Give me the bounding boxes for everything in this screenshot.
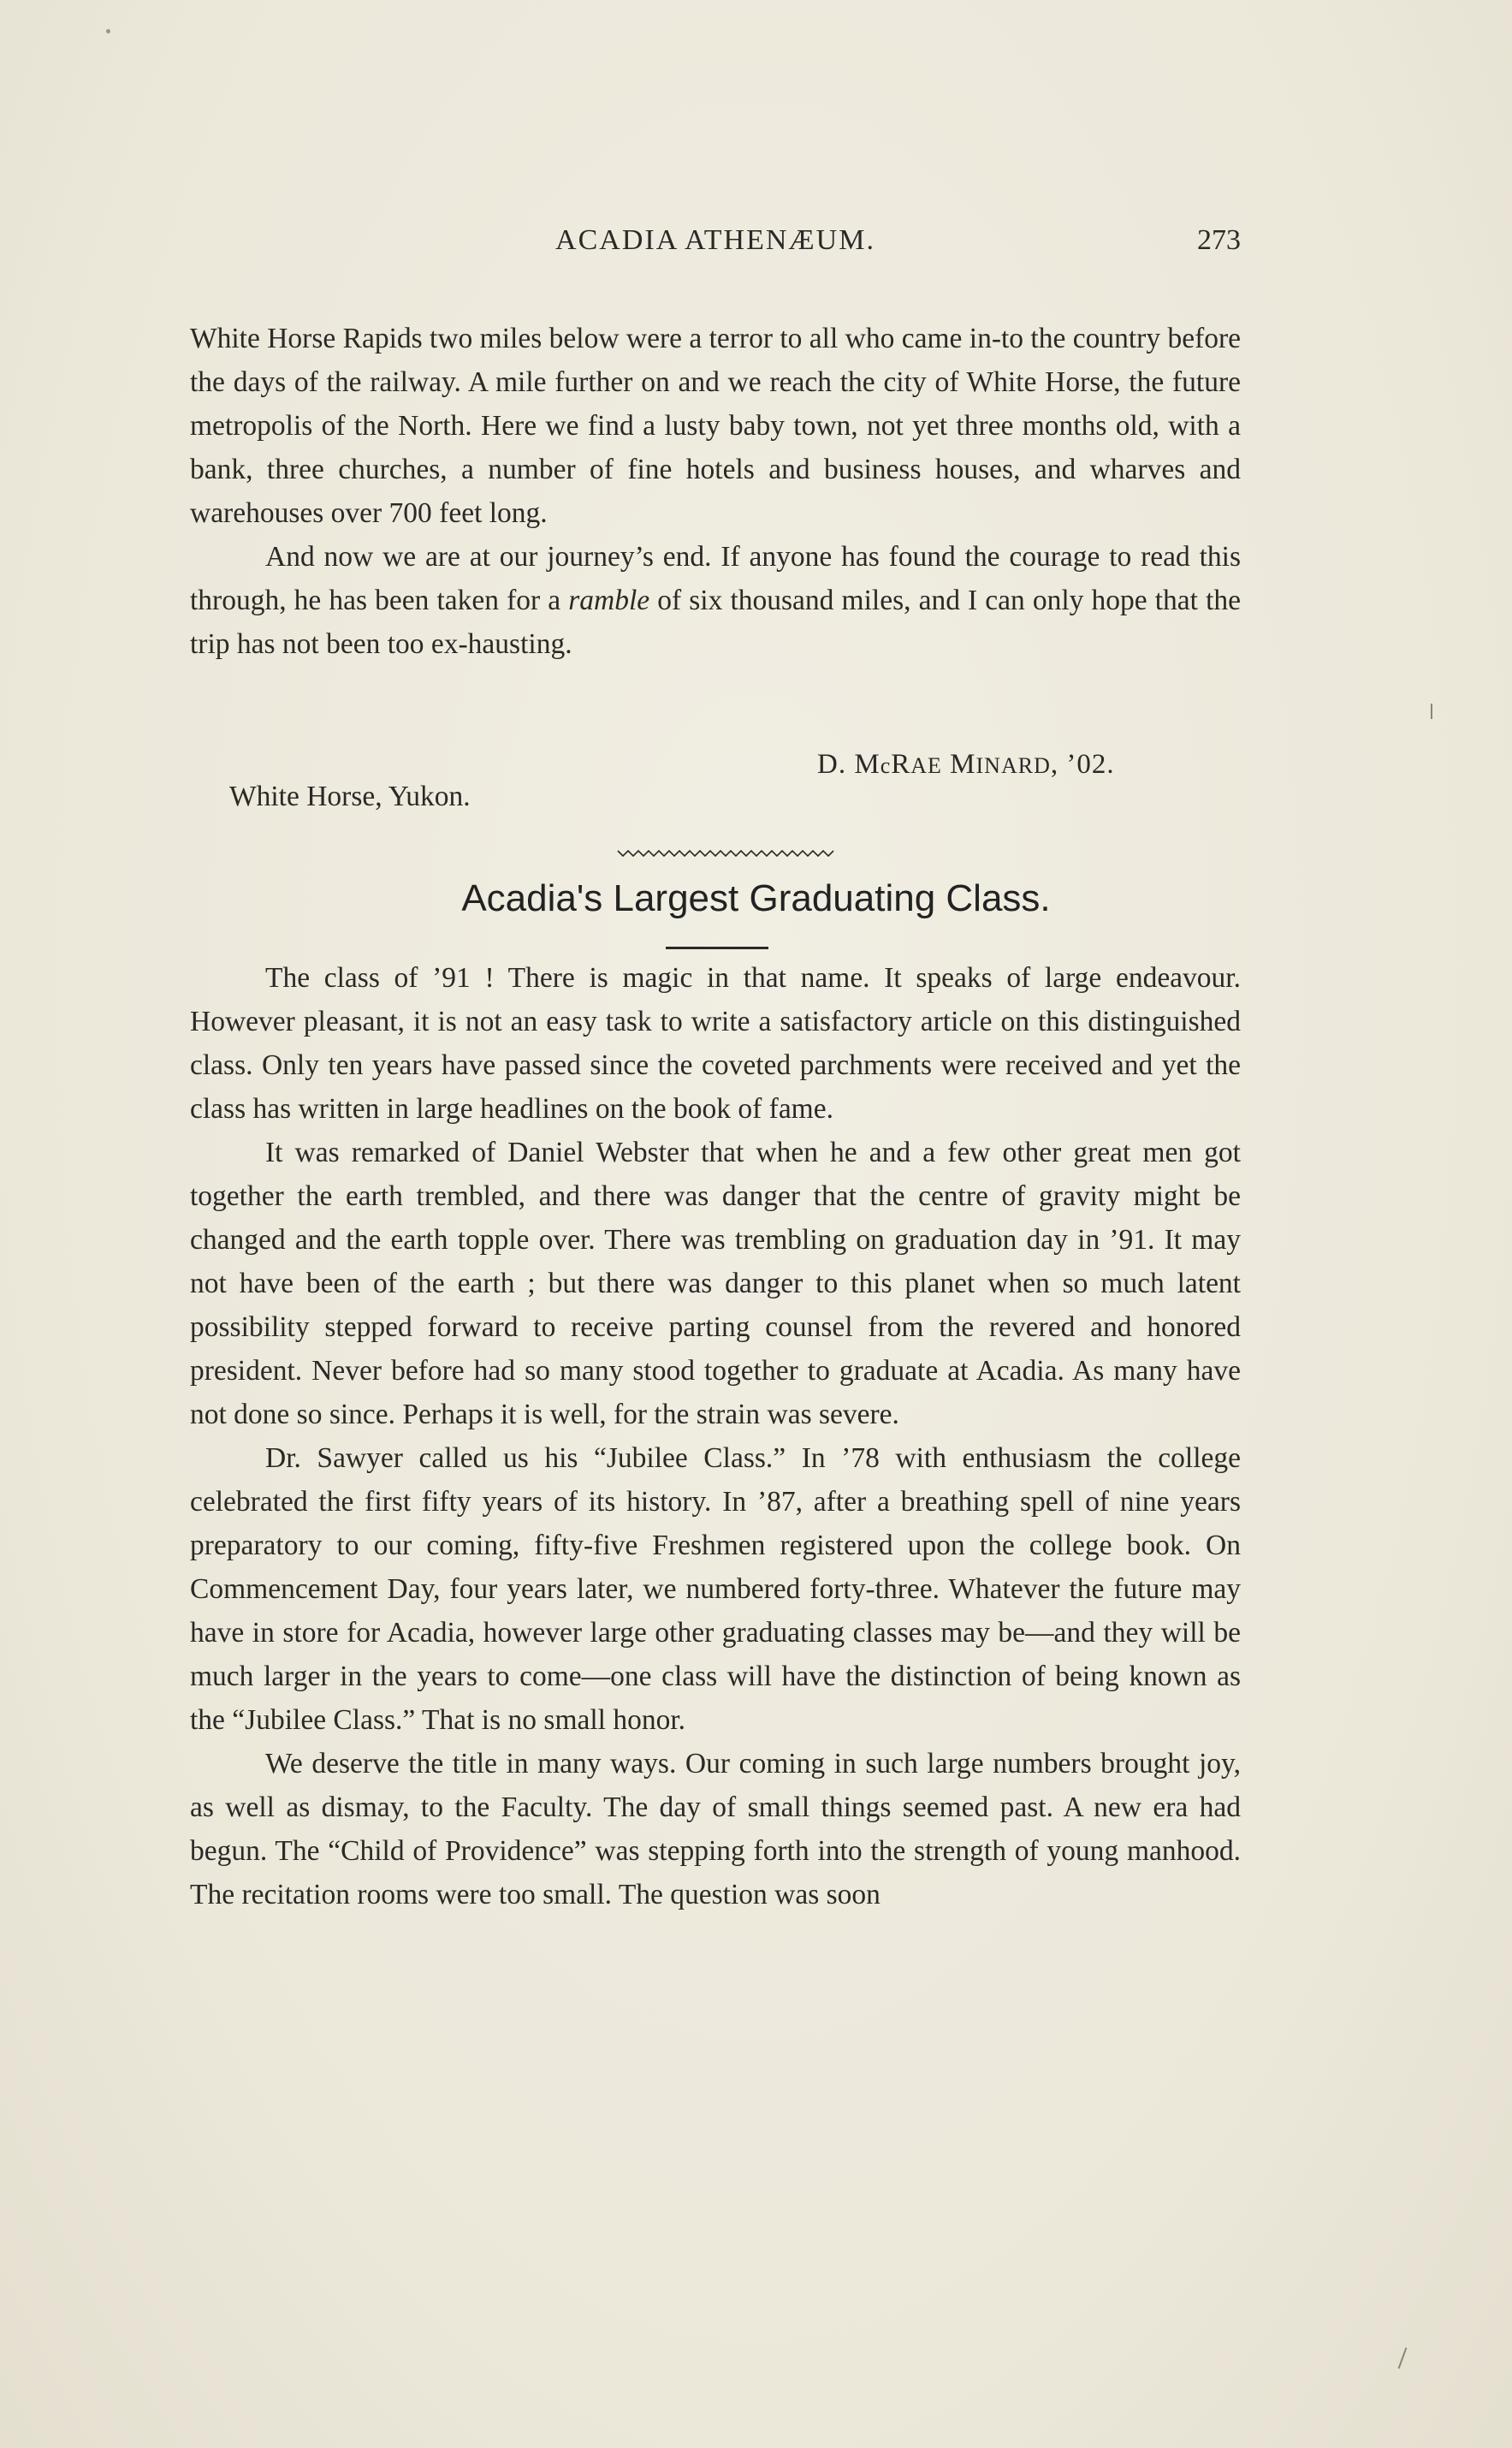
section-divider-ornament [616,847,839,859]
paragraph: It was remarked of Daniel Webster that when he and a few other great men got together the earth trembled, and there was danger that the centre of gravity might be changed and the earth topple over. There was trembling on graduation day in ’91. It may not have been of the earth ; but there was danger to this planet when so much latent possibility stepped forward to receive parting counsel from the revered and honored president. Never before had so many stood together to graduate at Acadia. As many have not done so since. Perhaps it is well, for the strain was severe. [190,1137,1241,1430]
article-body [190,956,1241,1916]
paragraph-text: And now we are at our journey’s end. If anyone has found the courage to read this through, he has been taken for a [190,541,1241,616]
dateline: White Horse, Yukon. [229,781,471,812]
paragraph: Dr. Sawyer called us his “Jubilee Class.” In ’78 with enthusiasm the college celebrated the first fifty years of its history. In ’87, after a breathing spell of nine years preparatory to our coming, fifty-five Freshmen registered upon the college book. On Commencement Day, four years later, we numbered forty-three. Whatever the future may have in store for Acadia, however large other graduating classes may be—and they will be much larger in the years to come—one class will have the distinction of being known as the “Jubilee Class.” That is no small honor. [190,1442,1241,1736]
author-signature: D. McRAE MINARD, ’02. [817,749,1115,780]
paper-mark [1398,2347,1408,2368]
page-number: 273 [1197,224,1241,256]
italic-word: ramble [568,585,650,616]
title-rule [666,947,768,949]
paragraph: White Horse Rapids two miles below were a terror to all who came in-to the country before the days of the railway. A mile further on and we reach the city of White Horse, the future metropolis of the North. Here we find a lusty baby town, not yet three months old, with a bank, three churches, a number of fine hotels and business houses, and wharves and warehouses over 700 feet long. [190,323,1241,529]
paragraph: We deserve the title in many ways. Our coming in such large numbers brought joy, as well as dismay, to the Faculty. The day of small things seemed past. A new era had begun. The “Child of Providence” was stepping forth into the strength of young manhood. The recitation rooms were too small. The question was soon [190,1748,1241,1910]
paragraph [190,535,1241,666]
article-title: Acadia's Largest Graduating Class. [461,877,1051,919]
paper-speck [106,29,110,33]
paragraph: The class of ’91 ! There is magic in that name. It speaks of large endeavour. However pleasant, it is not an easy task to write a satisfactory article on this distinguished class. Only ten years have passed since the coveted parchments were received and yet the class has written in large headlines on the book of fame. [190,962,1241,1125]
paper-mark [1431,704,1432,719]
paragraph-text: of six thousand miles, and I can only hope that the trip has not been too ex-hausting. [190,585,1242,660]
running-head: ACADIA ATHENÆUM. [555,224,875,256]
page-header [190,224,1241,267]
continued-article [190,317,1241,666]
